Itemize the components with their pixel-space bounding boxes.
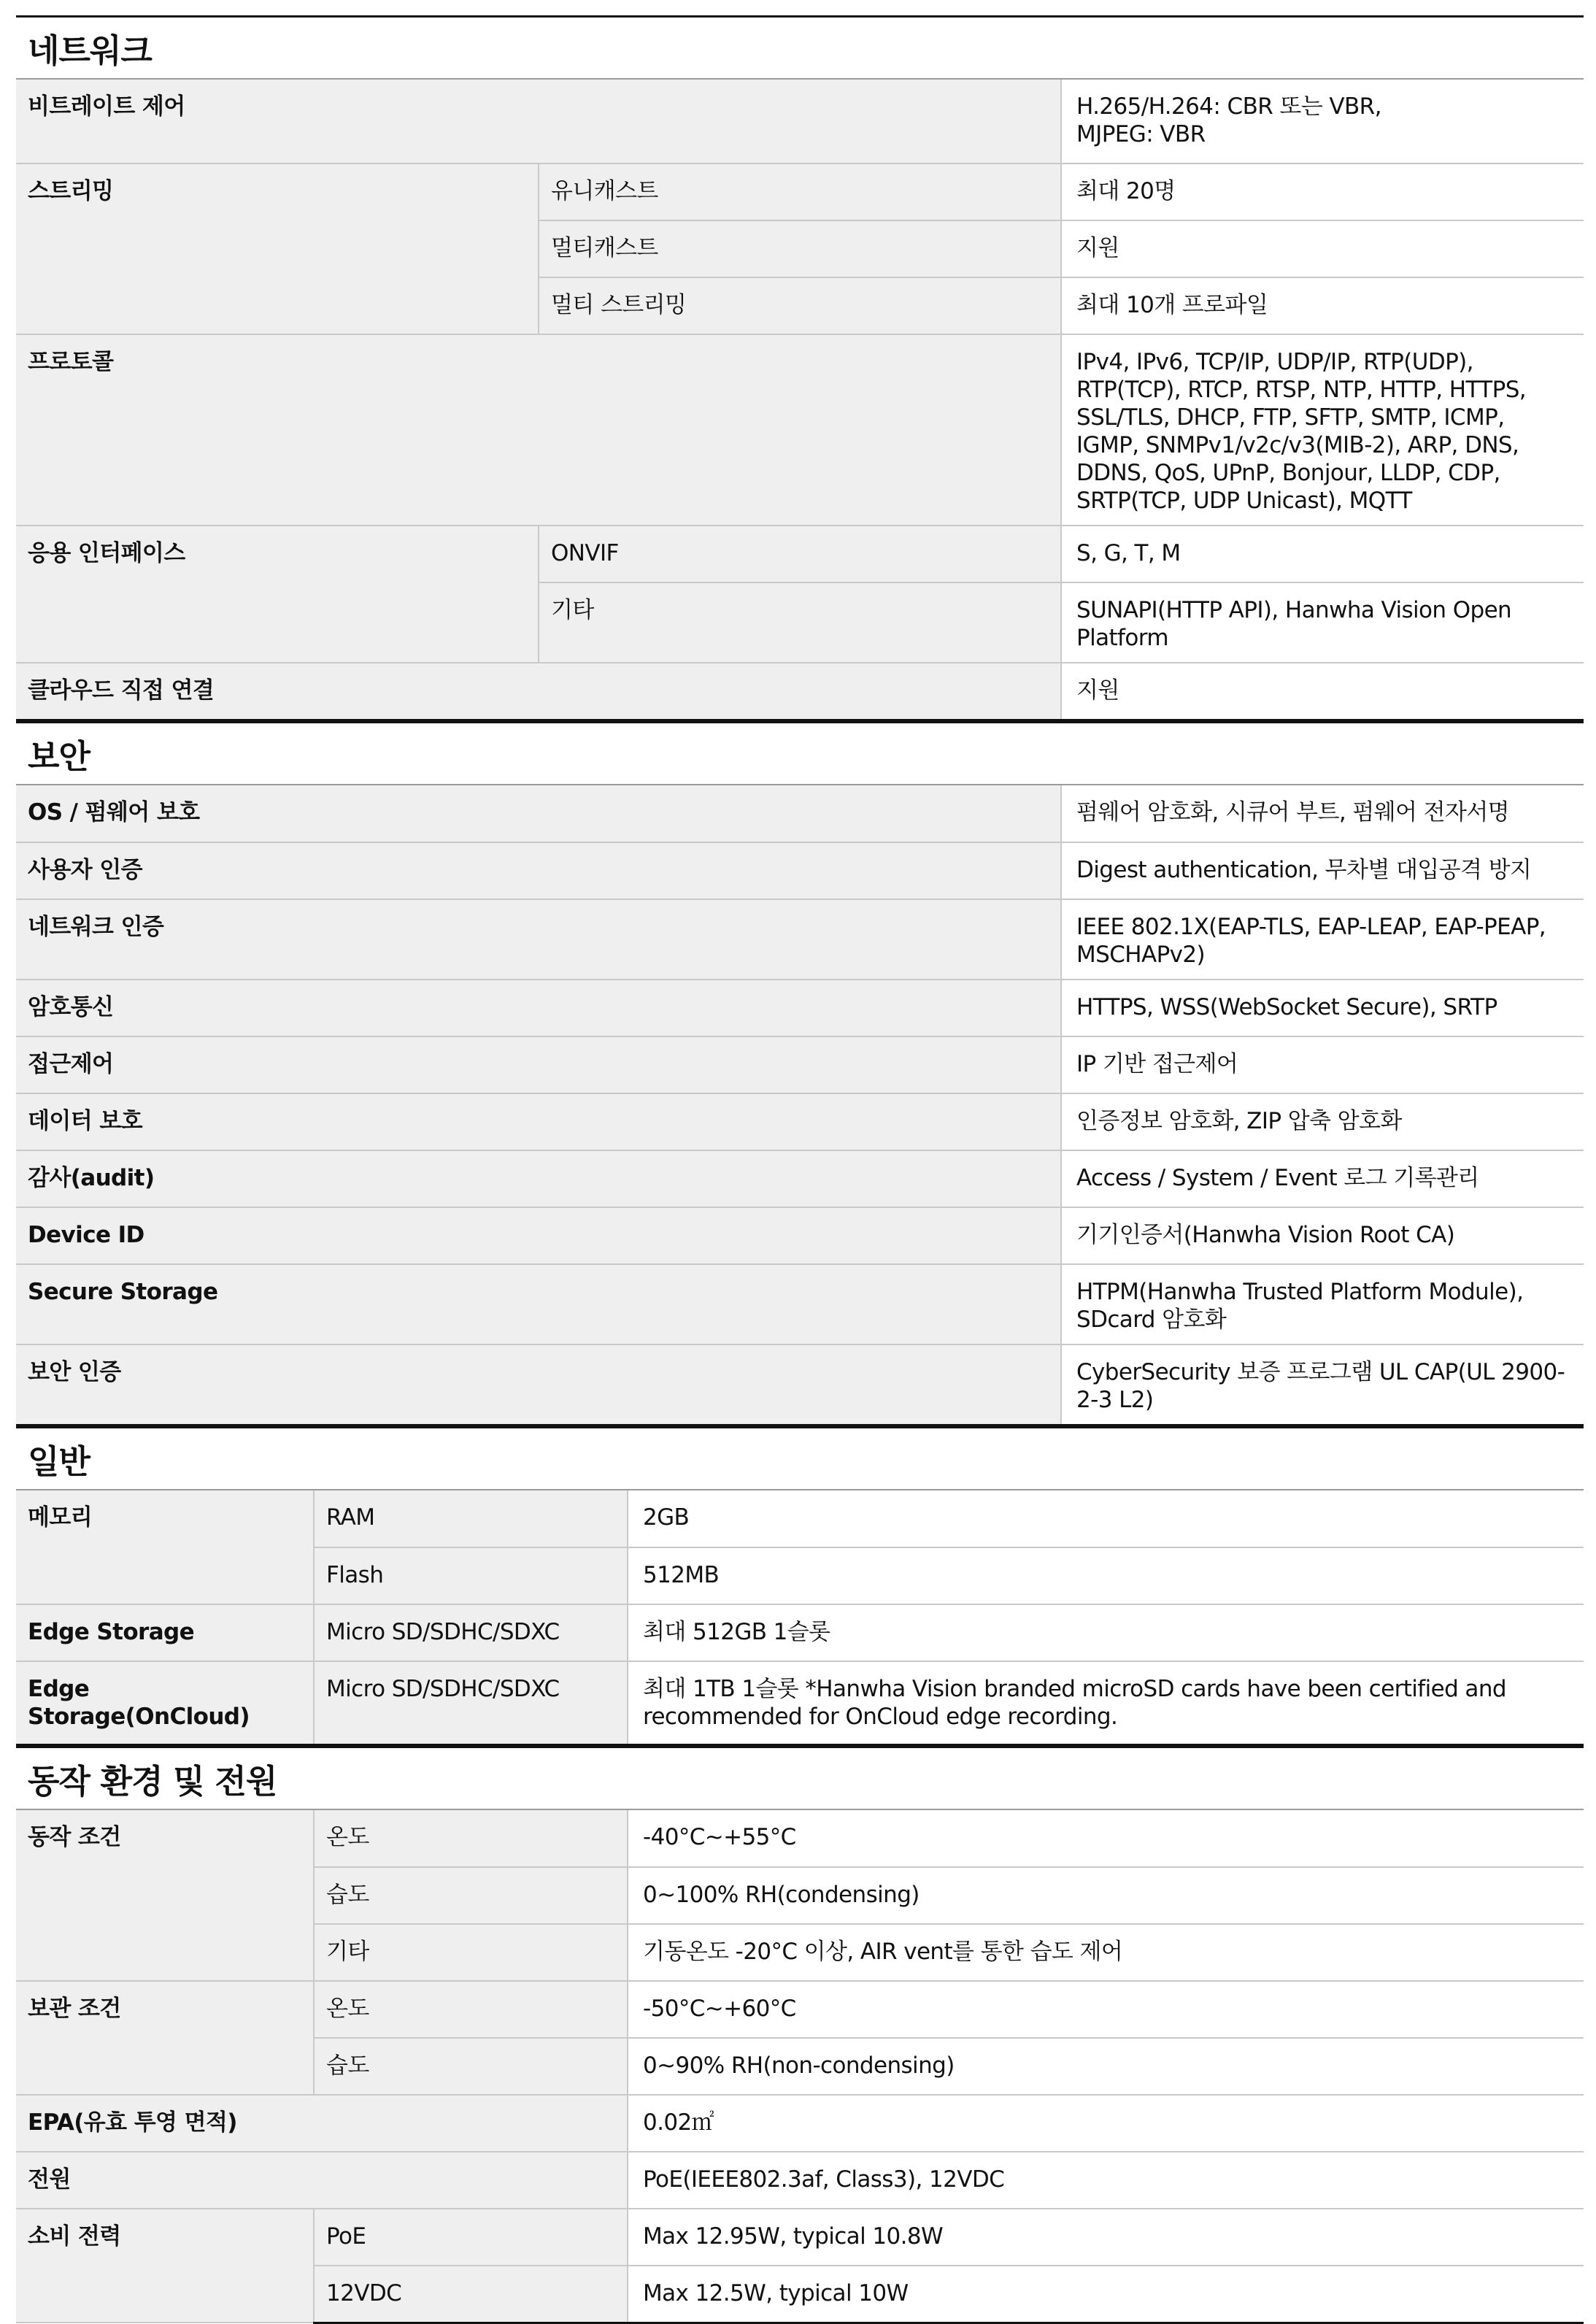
row-value: SUNAPI(HTTP API), Hanwha Vision Open Platform <box>1061 582 1584 663</box>
table-row <box>16 663 1584 720</box>
row-label: 소비 전력 <box>16 2209 314 2323</box>
row-label: 감사(audit) <box>16 1150 1061 1207</box>
table-row <box>16 1490 1584 1547</box>
row-sublabel: 기타 <box>314 1924 628 1981</box>
section-title-environment-power: 동작 환경 및 전원 <box>16 1746 1584 1810</box>
row-label: 데이터 보호 <box>16 1093 1061 1150</box>
row-value: 최대 20명 <box>1061 163 1584 220</box>
row-label: Edge Storage(OnCloud) <box>16 1661 314 1745</box>
row-sublabel: Micro SD/SDHC/SDXC <box>314 1661 628 1745</box>
row-value: IPv4, IPv6, TCP/IP, UDP/IP, RTP(UDP), RTP(TCP), RTCP, RTSP, NTP, HTTP, HTTPS, SSL/TLS, DHCP, FTP, SFTP, SMTP, ICMP, IGMP, SNMPv1/v2c/v3(MIB-2), ARP, DNS, DDNS, QoS, UPnP, Bonjour, LLDP, CDP, SRTP(TCP, UDP Unicast), MQTT <box>1061 334 1584 526</box>
row-label: 암호통신 <box>16 980 1061 1036</box>
row-value: 0.02㎡ <box>628 2095 1584 2152</box>
row-sublabel: 습도 <box>314 2038 628 2095</box>
table-row <box>16 1661 1584 1745</box>
row-value: HTPM(Hanwha Trusted Platform Module), SDcard 암호화 <box>1061 1264 1584 1344</box>
table-row <box>16 1264 1584 1344</box>
row-label: Device ID <box>16 1207 1061 1264</box>
row-label: 응용 인터페이스 <box>16 526 539 663</box>
row-label: Secure Storage <box>16 1264 1061 1344</box>
general-table <box>16 1490 1584 1747</box>
spec-sheet <box>16 15 1584 2324</box>
row-value: CyberSecurity 보증 프로그램 UL CAP(UL 2900-2-3 L2) <box>1061 1344 1584 1425</box>
row-label: 보안 인증 <box>16 1344 1061 1425</box>
network-table <box>16 80 1584 721</box>
row-label: 메모리 <box>16 1490 314 1604</box>
row-sublabel: Micro SD/SDHC/SDXC <box>314 1604 628 1661</box>
row-sublabel: 멀티 스트리밍 <box>539 277 1061 334</box>
row-sublabel: Flash <box>314 1547 628 1604</box>
table-row <box>16 2209 1584 2266</box>
table-row <box>16 526 1584 582</box>
row-value: Digest authentication, 무차별 대입공격 방지 <box>1061 842 1584 899</box>
row-label: 보관 조건 <box>16 1981 314 2095</box>
row-value: 기기인증서(Hanwha Vision Root CA) <box>1061 1207 1584 1264</box>
table-row <box>16 80 1584 163</box>
table-row <box>16 1207 1584 1264</box>
row-label: 스트리밍 <box>16 163 539 334</box>
row-value: 최대 10개 프로파일 <box>1061 277 1584 334</box>
table-row <box>16 1036 1584 1093</box>
row-sublabel: 12VDC <box>314 2266 628 2323</box>
row-value: IP 기반 접근제어 <box>1061 1036 1584 1093</box>
table-row <box>16 1981 1584 2038</box>
row-sublabel: RAM <box>314 1490 628 1547</box>
row-value: 지원 <box>1061 663 1584 720</box>
section-title-security: 보안 <box>16 721 1584 785</box>
row-value: Max 12.5W, typical 10W <box>628 2266 1584 2323</box>
row-value: HTTPS, WSS(WebSocket Secure), SRTP <box>1061 980 1584 1036</box>
row-value: -50°C~+60°C <box>628 1981 1584 2038</box>
row-value: 최대 1TB 1슬롯 *Hanwha Vision branded microSD cards have been certified and recommended for OnCloud edge recording. <box>628 1661 1584 1745</box>
row-label: OS / 펌웨어 보호 <box>16 785 1061 842</box>
row-value: PoE(IEEE802.3af, Class3), 12VDC <box>628 2152 1584 2209</box>
table-row <box>16 163 1584 220</box>
row-value: 0~90% RH(non-condensing) <box>628 2038 1584 2095</box>
table-row <box>16 980 1584 1036</box>
table-row <box>16 2152 1584 2209</box>
row-sublabel: 습도 <box>314 1867 628 1924</box>
row-label: EPA(유효 투영 면적) <box>16 2095 628 2152</box>
row-value: 512MB <box>628 1547 1584 1604</box>
row-value: 펌웨어 암호화, 시큐어 부트, 펌웨어 전자서명 <box>1061 785 1584 842</box>
row-label: 프로토콜 <box>16 334 1061 526</box>
row-value: 인증정보 암호화, ZIP 압축 암호화 <box>1061 1093 1584 1150</box>
row-sublabel: PoE <box>314 2209 628 2266</box>
row-sublabel: 온도 <box>314 1810 628 1867</box>
row-label: 전원 <box>16 2152 628 2209</box>
row-value: S, G, T, M <box>1061 526 1584 582</box>
table-row <box>16 842 1584 899</box>
row-sublabel: 온도 <box>314 1981 628 2038</box>
table-row <box>16 1810 1584 1867</box>
table-row <box>16 1344 1584 1425</box>
row-value: H.265/H.264: CBR 또는 VBR, MJPEG: VBR <box>1061 80 1584 163</box>
section-title-network: 네트워크 <box>16 15 1584 80</box>
row-label: Edge Storage <box>16 1604 314 1661</box>
table-row <box>16 2095 1584 2152</box>
row-value: Max 12.95W, typical 10.8W <box>628 2209 1584 2266</box>
row-label: 접근제어 <box>16 1036 1061 1093</box>
row-value: 2GB <box>628 1490 1584 1547</box>
table-row <box>16 1093 1584 1150</box>
table-row <box>16 899 1584 980</box>
environment-power-table <box>16 1810 1584 2324</box>
row-value: -40°C~+55°C <box>628 1810 1584 1867</box>
row-value: IEEE 802.1X(EAP-TLS, EAP-LEAP, EAP-PEAP, MSCHAPv2) <box>1061 899 1584 980</box>
row-sublabel: 기타 <box>539 582 1061 663</box>
row-label: 네트워크 인증 <box>16 899 1061 980</box>
row-label: 비트레이트 제어 <box>16 80 1061 163</box>
row-sublabel: 유니캐스트 <box>539 163 1061 220</box>
row-sublabel: ONVIF <box>539 526 1061 582</box>
row-value: 0~100% RH(condensing) <box>628 1867 1584 1924</box>
table-row <box>16 785 1584 842</box>
section-title-general: 일반 <box>16 1426 1584 1490</box>
row-value: 지원 <box>1061 220 1584 277</box>
table-row <box>16 1604 1584 1661</box>
row-sublabel: 멀티캐스트 <box>539 220 1061 277</box>
row-label: 동작 조건 <box>16 1810 314 1981</box>
row-value: Access / System / Event 로그 기록관리 <box>1061 1150 1584 1207</box>
security-table <box>16 785 1584 1426</box>
row-label: 사용자 인증 <box>16 842 1061 899</box>
table-row <box>16 1150 1584 1207</box>
row-value: 최대 512GB 1슬롯 <box>628 1604 1584 1661</box>
row-value: 기동온도 -20°C 이상, AIR vent를 통한 습도 제어 <box>628 1924 1584 1981</box>
table-row <box>16 334 1584 526</box>
row-label: 클라우드 직접 연결 <box>16 663 1061 720</box>
